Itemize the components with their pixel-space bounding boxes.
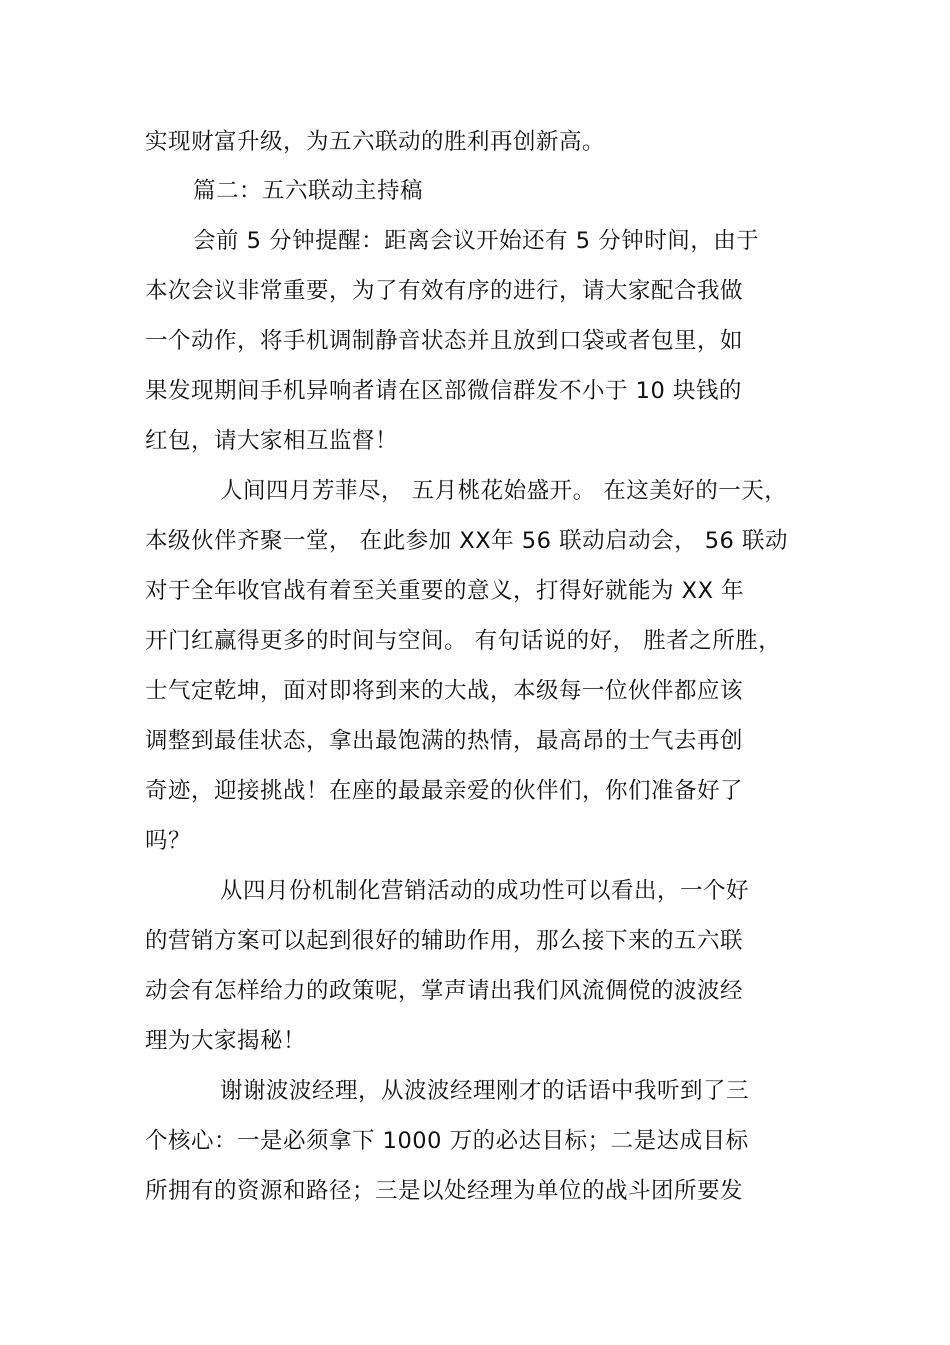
text-line: 实现财富升级，为五六联动的胜利再创新高。 (145, 129, 606, 155)
text-line: 吗？ (145, 828, 192, 854)
text-line: 会前 5 分钟提醒：距离会议开始还有 5 分钟时间，由于 (193, 228, 760, 254)
text-line: 本次会议非常重要，为了有效有序的进行，请大家配合我做 (145, 278, 744, 304)
text-line: 动会有怎样给力的政策呢，掌声请出我们风流倜傥的波波经 (145, 978, 744, 1004)
text-line: 所拥有的资源和路径；三是以处经理为单位的战斗团所要发 (145, 1178, 744, 1204)
text-line: 谢谢波波经理，从波波经理刚才的话语中我听到了三 (220, 1078, 750, 1104)
text-line: 红包，请大家相互监督！ (145, 428, 399, 454)
text-line: 一个动作，将手机调制静音状态并且放到口袋或者包里，如 (145, 328, 744, 354)
text-line: 士气定乾坤，面对即将到来的大战，本级每一位伙伴都应该 (145, 678, 744, 704)
text-line: 对于全年收官战有着至关重要的意义，打得好就能为 XX 年 (145, 578, 745, 604)
text-line: 理为大家揭秘！ (145, 1028, 307, 1054)
text-line: 从四月份机制化营销活动的成功性可以看出，一个好 (220, 878, 750, 904)
text-line: 开门红赢得更多的时间与空间。 有句话说的好， 胜者之所胜， (145, 628, 782, 654)
section-heading: 篇二：五六联动主持稿 (193, 178, 424, 204)
text-line: 的营销方案可以起到很好的辅助作用，那么接下来的五六联 (145, 928, 744, 954)
text-line: 奇迹，迎接挑战！在座的最最亲爱的伙伴们，你们准备好了 (145, 778, 744, 804)
text-line: 人间四月芳菲尽， 五月桃花始盛开。 在这美好的一天， (220, 478, 788, 504)
text-line: 调整到最佳状态，拿出最饱满的热情，最高昂的士气去再创 (145, 728, 744, 754)
text-line: 个核心：一是必须拿下 1000 万的必达目标；二是达成目标 (145, 1128, 749, 1154)
text-line: 本级伙伴齐聚一堂， 在此参加 XX年 56 联动启动会， 56 联动 (145, 528, 789, 554)
text-line: 果发现期间手机异响者请在区部微信群发不小于 10 块钱的 (145, 378, 742, 404)
